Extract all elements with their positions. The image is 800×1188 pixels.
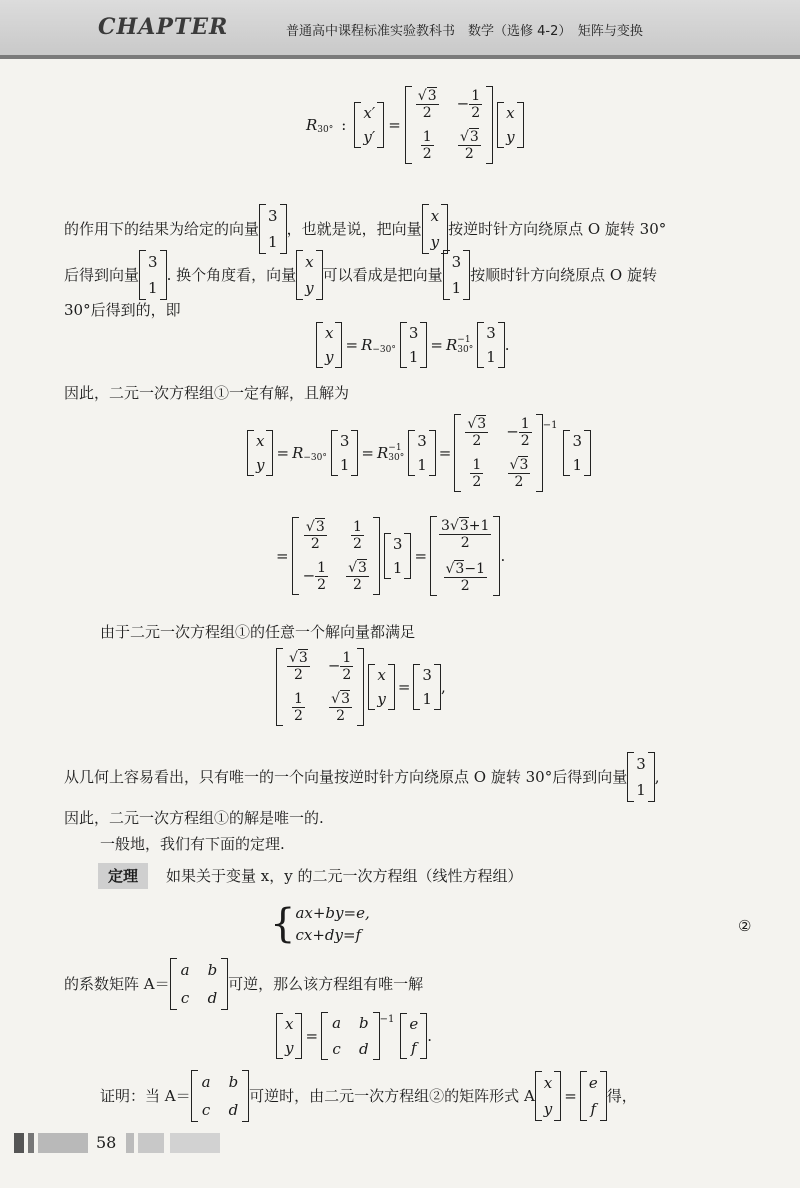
paragraph-3: 30°后得到的，即 — [64, 301, 181, 319]
paragraph-5: 由于二元一次方程组①的任意一个解向量都满足 — [100, 623, 416, 641]
equation-line-1: ax+by=e, — [295, 904, 370, 922]
theorem-label: 定理 — [98, 863, 148, 889]
book-title: 普通高中课程标准实验教科书 数学（选修 4-2） 矩阵与变换 — [286, 24, 643, 39]
paragraph-6: 从几何上容易看出，只有唯一的一个向量按逆时针方向绕原点 O 旋转 30°后得到向量 3 1 , — [64, 752, 660, 802]
linear-system: { ax+by=e, cx+dy=f — [270, 901, 370, 947]
paragraph-2: 后得到向量 3 1 . 换个角度看，向量 x y 可以看成是把向量 3 1 按顺时针方向绕原点 O 旋转 — [64, 250, 657, 300]
chapter-label: CHAPTER — [98, 14, 229, 40]
para9-text-a: 的系数矩阵 A＝ — [64, 975, 170, 993]
solution-equation-result: = √3 2 1 2 − $\frac{1}{2}$ √3 2 3 1 = 3√3+1 2 √3−1 2 . — [276, 518, 506, 594]
unique-solution-equation: x y = a b c d −1 e f . — [276, 1012, 432, 1060]
rotation-equation: R 30° : x′ y′ = √3 2 − $\frac{1}{2}$ 1 2 √3 2 x y — [306, 86, 524, 164]
para6-text: 从几何上容易看出，只有唯一的一个向量按逆时针方向绕原点 O 旋转 30°后得到向量 — [64, 768, 628, 786]
equation-line-2: cx+dy=f — [295, 926, 362, 944]
para2-text-c: 可以看成是把向量 — [322, 266, 443, 284]
inverse-rotation-equation: x y = R −30° 3 1 = R −1 30° 3 1 . — [316, 322, 510, 368]
paragraph-7: 因此，二元一次方程组①的解是唯一的. — [64, 809, 324, 827]
para2-text-d: 按顺时针方向绕原点 O 旋转 — [470, 266, 657, 284]
paragraph-4: 因此，二元一次方程组①一定有解，且解为 — [64, 384, 350, 402]
solution-equation: x y = R −30° 3 1 = R −1 30° 3 1 = √3 2 − $\frac{1}{2}$ 1 2 √3 2 −1 3 1 — [247, 414, 591, 492]
para2-text-a: 后得到向量 — [64, 266, 140, 284]
proof-paragraph: 证明：当 A＝ a b c d 可逆时，由二元一次方程组②的矩阵形式 A x y = e f 得， — [100, 1070, 637, 1122]
para1-text-a: 的作用下的结果为给定的向量 — [64, 220, 260, 238]
rotation-constraint-equation: √3 2 − $\frac{1}{2}$ 1 2 √3 2 x y = 3 1 , — [276, 648, 446, 726]
para1-text-c: 按逆时针方向绕原点 O 旋转 30° — [448, 220, 667, 238]
proof-text-b: 可逆时，由二元一次方程组②的矩阵形式 A — [249, 1087, 535, 1105]
proof-text-a: 证明：当 A＝ — [100, 1087, 191, 1105]
paragraph-1: 的作用下的结果为给定的向量 3 1 ，也就是说，把向量 x y 按逆时针方向绕原点 O 旋转 30° — [64, 204, 666, 254]
page-number: 58 — [96, 1133, 117, 1152]
paragraph-9: 的系数矩阵 A＝ a b c d 可逆，那么该方程组有唯一解 — [64, 958, 423, 1010]
proof-text-c: 得， — [606, 1087, 637, 1105]
footer-bar — [14, 1133, 794, 1153]
para9-text-b: 可逆，那么该方程组有唯一解 — [228, 975, 424, 993]
paragraph-8: 一般地，我们有下面的定理. — [100, 835, 285, 853]
para2-text-b: . 换个角度看，向量 — [166, 266, 297, 284]
theorem-text: 如果关于变量 x，y 的二元一次方程组（线性方程组） — [166, 867, 523, 885]
equation-number: ② — [738, 917, 752, 935]
para1-text-b: ，也就是说，把向量 — [286, 220, 422, 238]
